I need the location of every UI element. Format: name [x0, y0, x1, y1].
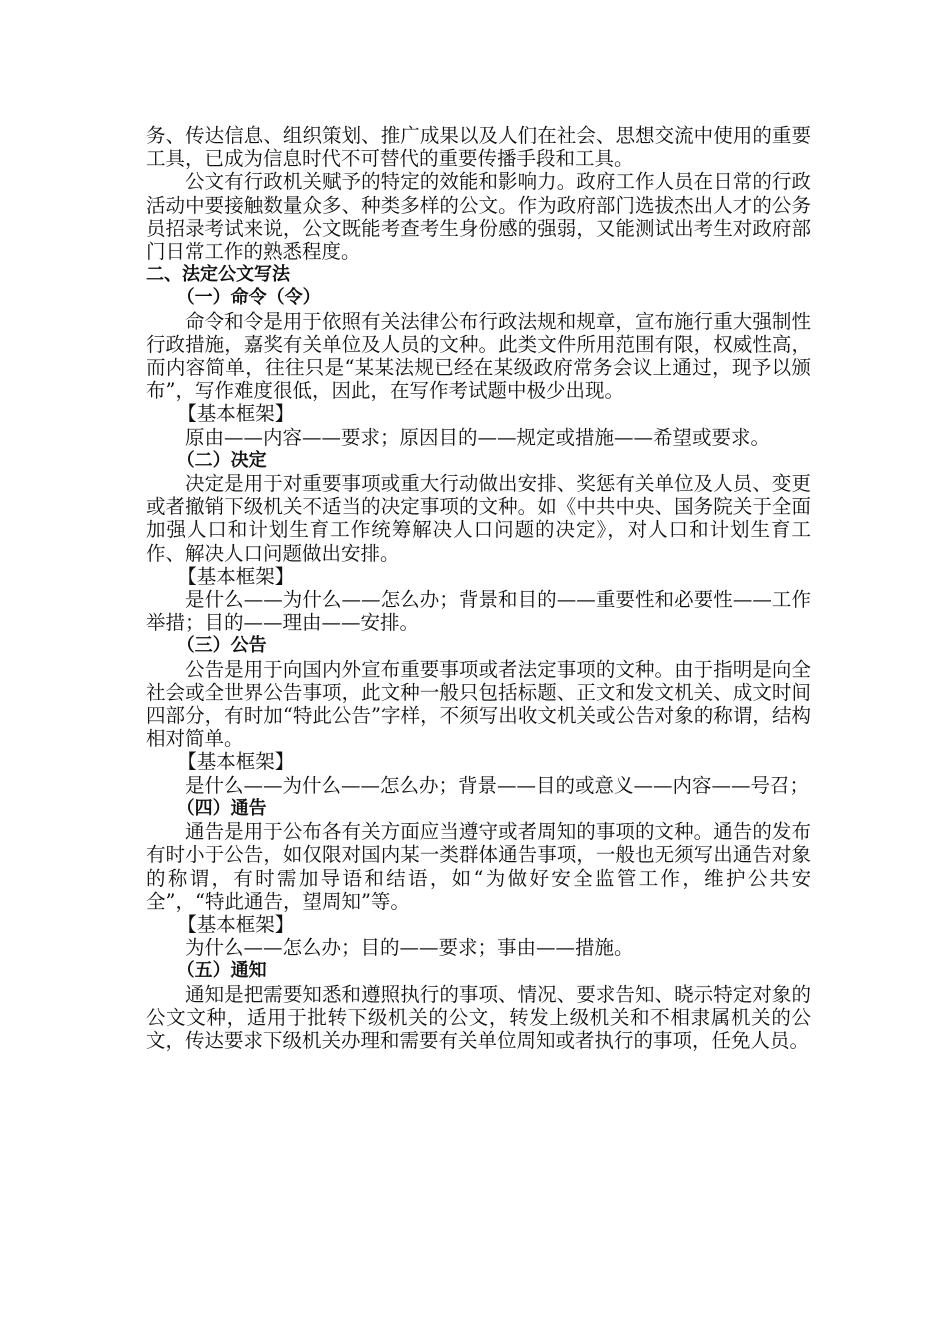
subsection-title-notice: （五）通知: [176, 960, 267, 982]
subsection-body-command: 命令和令是用于依照有关法律公布行政法规和规章，宣布施行重大强制性行政措施，嘉奖有关单位及人员的文种。此类文件所用范围有限，权威性高，而内容简单，往往只是“某某法规已经在某级政府常务会议上通过，现予以颁布”，写作难度很低，因此，在写作考试题中极少出现。: [146, 309, 811, 403]
subsection-body-notice: 通知是把需要知悉和遵照执行的事项、情况、要求告知、晓示特定对象的公文文种，适用于批转下级机关的公文，转发上级机关和不相隶属机关的公文，传达要求下级机关办理和需要有关单位周知或者执行的事项，任免人员。: [146, 982, 811, 1052]
framework-label: 【基本框架】: [177, 912, 295, 936]
framework-label: 【基本框架】: [177, 402, 295, 426]
framework-label: 【基本框架】: [177, 564, 295, 588]
subsection-body-public-notice: 通告是用于公布各有关方面应当遵守或者周知的事项的文种。通告的发布有时小于公告，如仅限对国内某一类群体通告事项，一般也无须写出通告对象的称谓，有时需加导语和结语，如“为做好安全监管工作，维护公共安全”，“特此通告，望周知”等。: [146, 820, 811, 913]
framework-label: 【基本框架】: [177, 750, 295, 774]
framework-text-command: 原由——内容——要求；原因目的——规定或措施——希望或要求。: [185, 425, 771, 449]
subsection-title-decision: （二）决定: [176, 449, 267, 471]
intro-paragraph: 公文有行政机关赋予的特定的效能和影响力。政府工作人员在日常的行政活动中要接触数量众多、种类多样的公文。作为政府部门选拔杰出人才的公务员招录考试来说，公文既能考查考生身份感的强弱，又能测试出考生对政府部门日常工作的熟悉程度。: [146, 170, 811, 264]
subsection-title-command: （一）命令（令）: [176, 287, 321, 309]
intro-tail-paragraph: 务、传达信息、组织策划、推广成果以及人们在社会、思想交流中使用的重要工具，已成为信息时代不可替代的重要传播手段和工具。: [146, 124, 811, 171]
framework-text-public-notice: 为什么——怎么办；目的——要求；事由——措施。: [185, 936, 634, 960]
section-title: 二、法定公文写法: [146, 264, 290, 286]
subsection-body-decision: 决定是用于对重要事项或重大行动做出安排、奖惩有关单位及人员、变更或者撤销下级机关不适当的决定事项的文种。如《中共中央、国务院关于全面加强人口和计划生育工作统筹解决人口问题的决定》，对人口和计划生育工作、解决人口问题做出安排。: [146, 472, 811, 565]
document-page: [146, 124, 811, 1052]
subsection-title-public-notice: （四）通告: [176, 797, 267, 819]
subsection-body-announcement: 公告是用于向国内外宣布重要事项或者法定事项的文种。由于指明是向全社会或全世界公告事项，此文种一般只包括标题、正文和发文机关、成文时间四部分，有时加“特此公告”字样，不须写出收文机关或公告对象的称谓，结构相对简单。: [146, 657, 811, 751]
subsection-title-announcement: （三）公告: [176, 635, 267, 657]
framework-text-announcement: 是什么——为什么——怎么办；背景——目的或意义——内容——号召；: [185, 773, 810, 797]
framework-text-decision: 是什么——为什么——怎么办；背景和目的——重要性和必要性——工作举措；目的——理由——安排。: [146, 588, 811, 635]
